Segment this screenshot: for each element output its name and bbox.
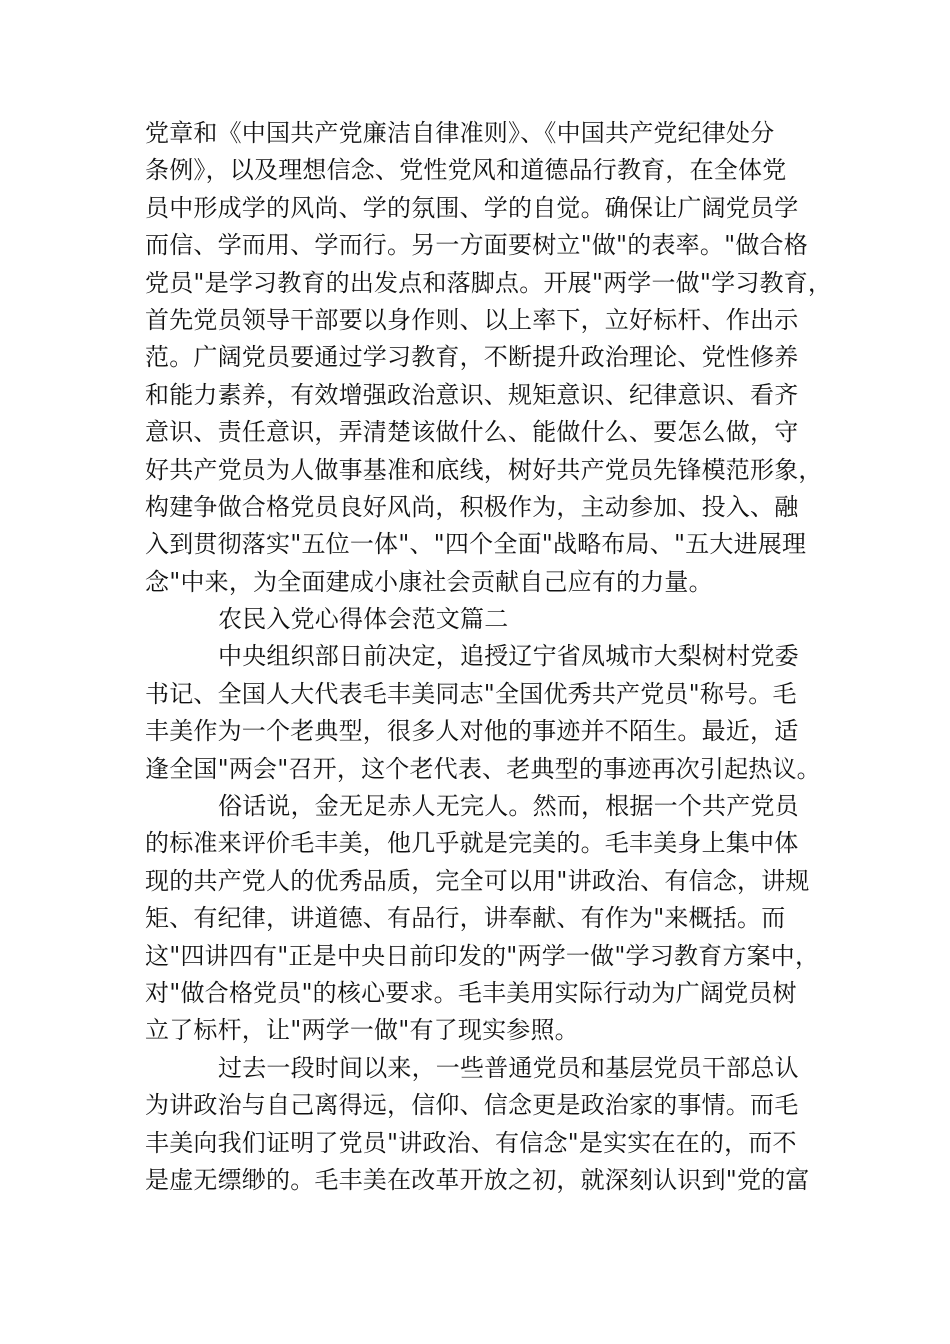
text-line: 条例》，以及理想信念、党性党风和道德品行教育，在全体党 — [145, 156, 787, 185]
text-line: 俗话说，金无足赤人无完人。然而，根据一个共产党员 — [218, 792, 799, 821]
text-line: 党章和《中国共产党廉洁自律准则》、《中国共产党纪律处分 — [145, 119, 775, 147]
text-line: 丰美作为一个老典型，很多人对他的事迹并不陌生。最近，适 — [145, 717, 799, 746]
text-line: 首先党员领导干部要以身作则、以上率下，立好标杆、作出示 — [145, 305, 799, 334]
text-line: 中央组织部日前决定，追授辽宁省凤城市大梨树村党委 — [218, 642, 799, 671]
text-line: 好共产党员为人做事基准和底线，树好共产党员先锋模范形象， — [145, 455, 823, 484]
text-line: 而信、学而用、学而行。另一方面要树立"做"的表率。"做合格 — [145, 231, 808, 260]
text-line: 的标准来评价毛丰美，他几乎就是完美的。毛丰美身上集中体 — [145, 829, 799, 858]
text-line: 是虚无缥缈的。毛丰美在改革开放之初，就深刻认识到"党的富 — [145, 1165, 810, 1194]
text-line: 为讲政治与自己离得远，信仰、信念更是政治家的事情。而毛 — [145, 1091, 799, 1120]
text-line: 丰美向我们证明了党员"讲政治、有信念"是实实在在的，而不 — [145, 1128, 797, 1157]
text-line: 构建争做合格党员良好风尚，积极作为，主动参加、投入、融 — [145, 492, 799, 521]
text-line: 和能力素养，有效增强政治意识、规矩意识、纪律意识、看齐 — [145, 380, 799, 409]
text-line: 这"四讲四有"正是中央日前印发的"两学一做"学习教育方案中， — [145, 941, 820, 970]
text-line: 现的共产党人的优秀品质，完全可以用"讲政治、有信念，讲规 — [145, 866, 810, 895]
text-line: 立了标杆，让"两学一做"有了现实参照。 — [145, 1016, 579, 1045]
text-line: 员中形成学的风尚、学的氛围、学的自觉。确保让广阔党员学 — [145, 193, 799, 222]
text-line: 逢全国"两会"召开，这个老代表、老典型的事迹再次引起热议。 — [145, 754, 821, 783]
text-line: 入到贯彻落实"五位一体"、"四个全面"战略布局、"五大进展理 — [145, 530, 807, 559]
text-line: 念"中来，为全面建成小康社会贡献自己应有的力量。 — [145, 567, 713, 596]
text-line: 意识、责任意识，弄清楚该做什么、能做什么、要怎么做，守 — [145, 418, 799, 447]
body-text — [145, 115, 833, 1199]
text-line: 对"做合格党员"的核心要求。毛丰美用实际行动为广阔党员树 — [145, 978, 797, 1007]
text-line: 范。广阔党员要通过学习教育，不断提升政治理论、党性修养 — [145, 343, 799, 372]
text-line: 矩、有纪律，讲道德、有品行，讲奉献、有作为"来概括。而 — [145, 904, 786, 933]
section-heading: 农民入党心得体会范文篇二 — [218, 605, 509, 634]
text-line: 党员"是学习教育的出发点和落脚点。开展"两学一做"学习教育， — [145, 268, 833, 297]
text-line: 过去一段时间以来，一些普通党员和基层党员干部总认 — [218, 1053, 799, 1082]
text-line: 书记、全国人大代表毛丰美同志"全国优秀共产党员"称号。毛 — [145, 679, 797, 708]
